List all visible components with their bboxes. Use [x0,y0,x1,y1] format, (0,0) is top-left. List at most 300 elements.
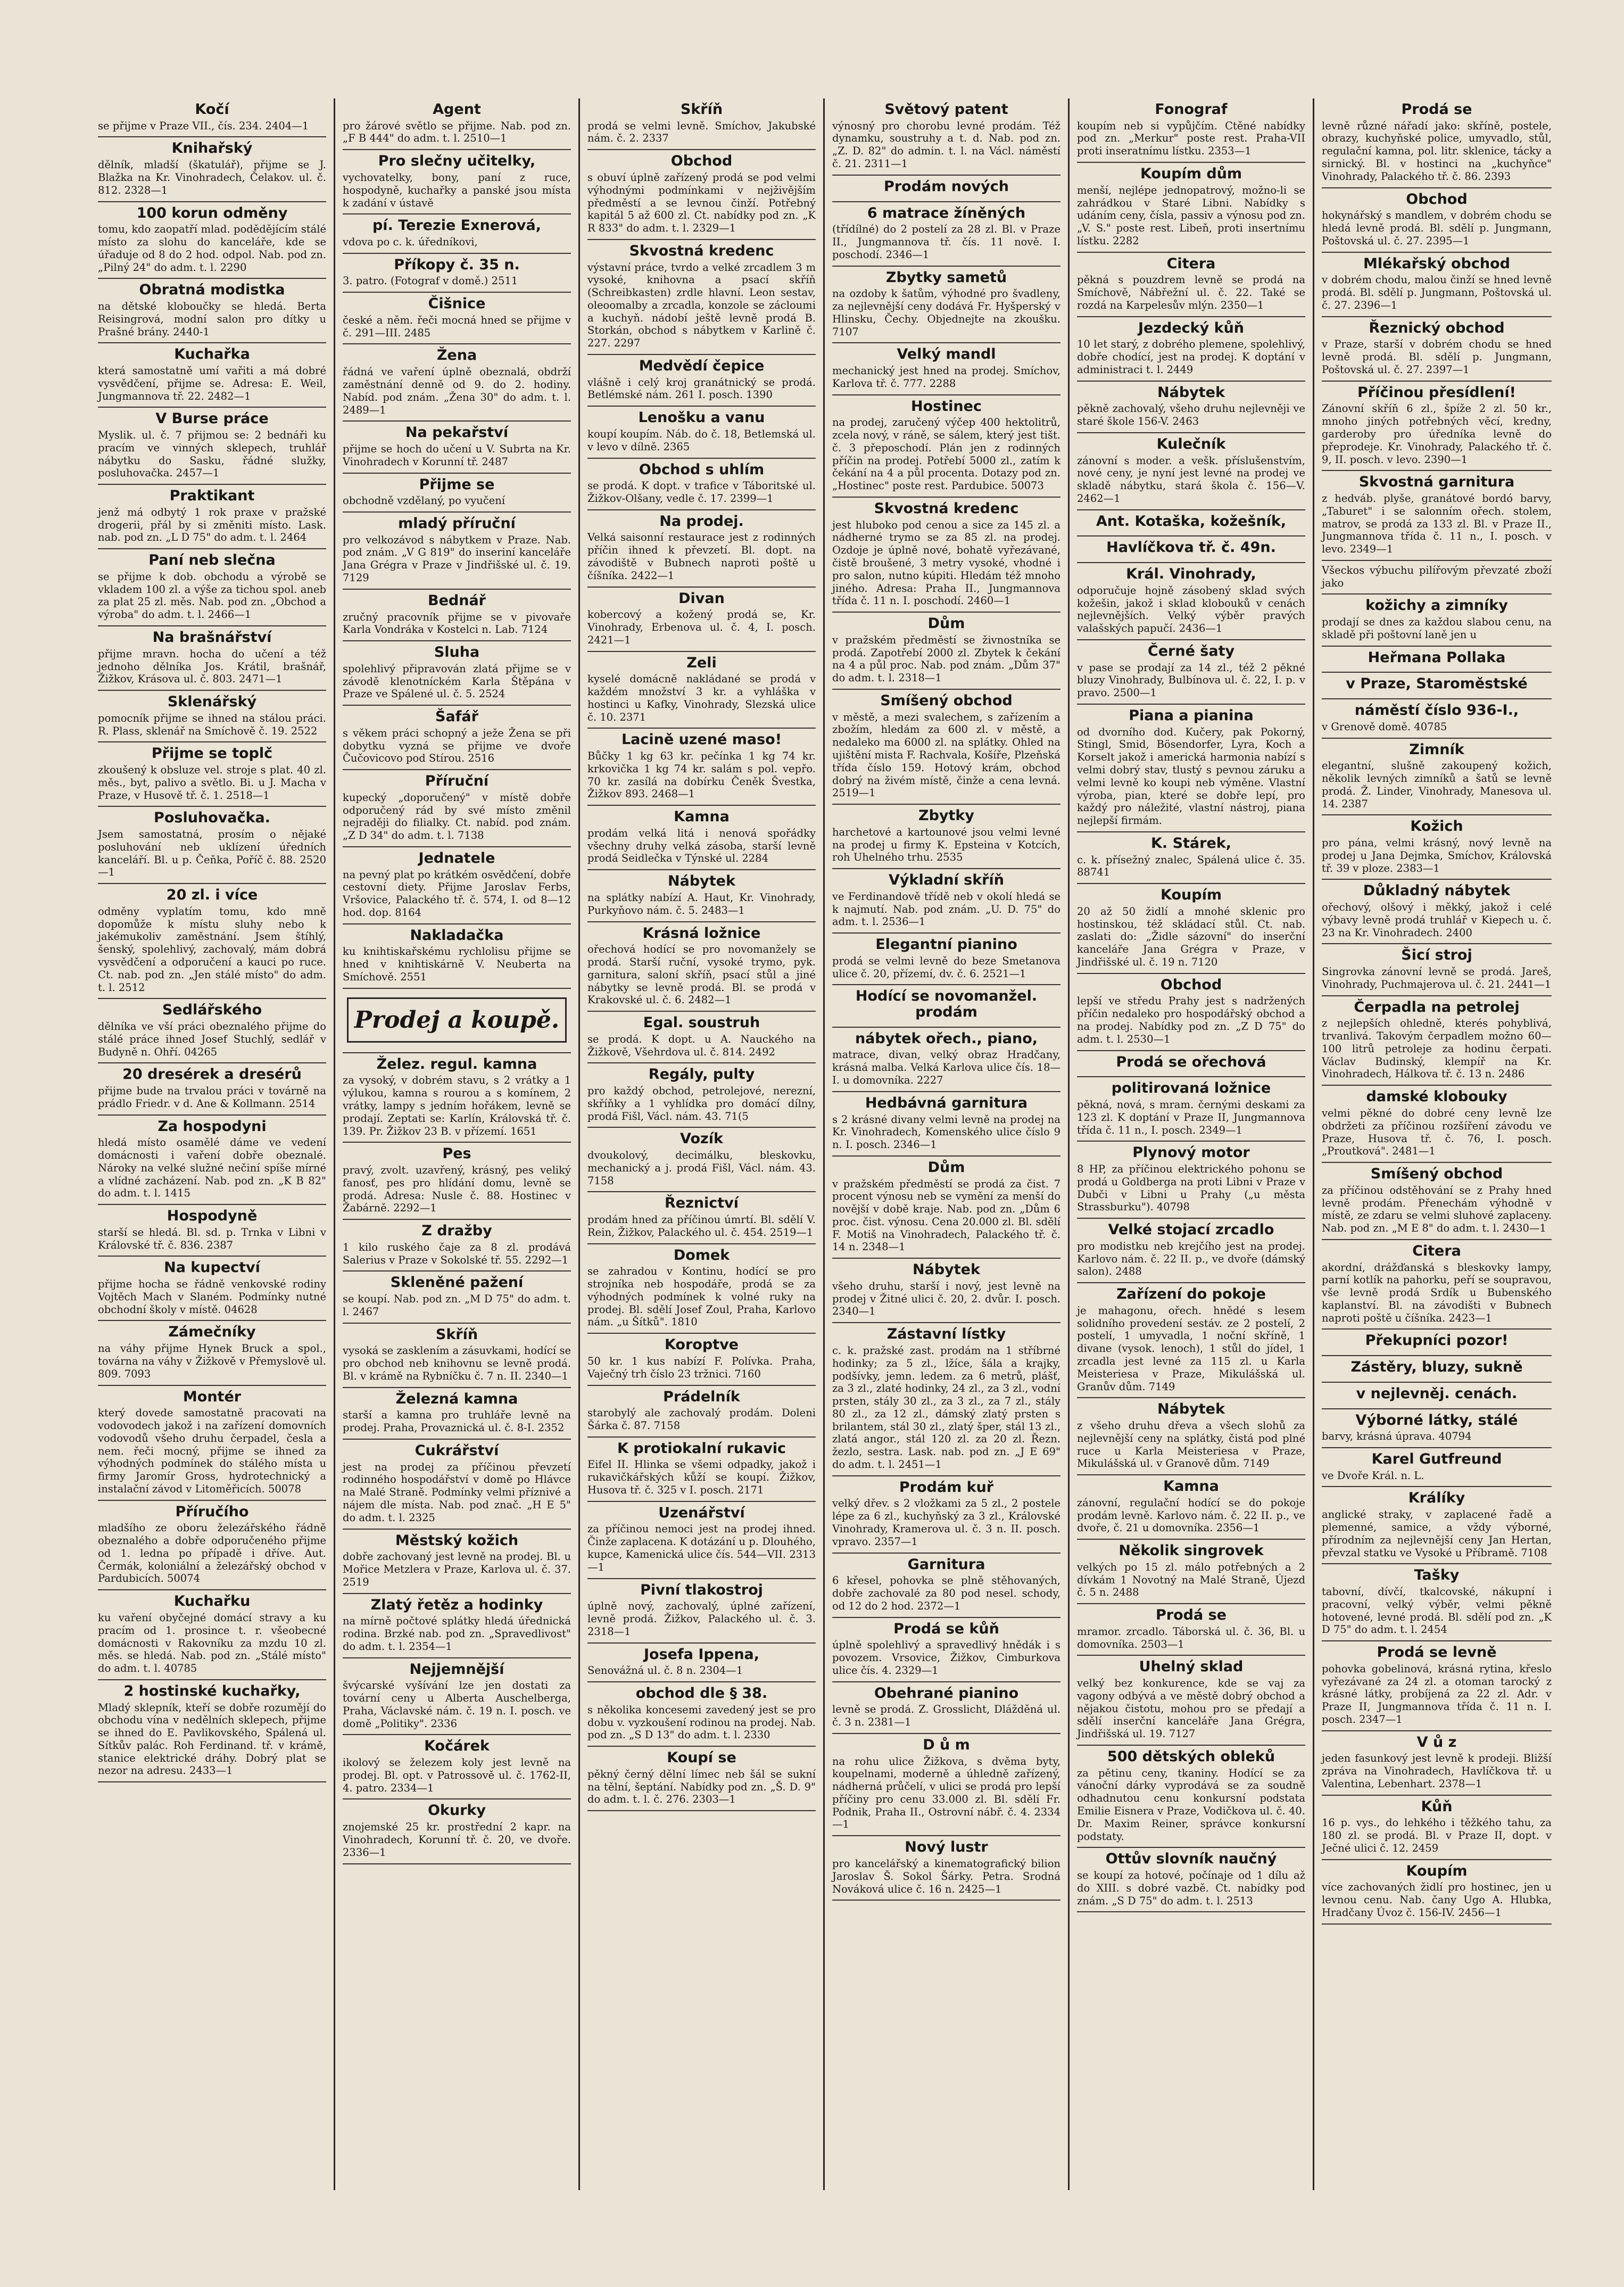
ad-body: akordní, drážďanská s bleskovky lampy, parní kotlík na pahorku, peří se soupravou, vše levně prodá Srdík u Bubenského kaplanství. Bl. na závodišti v Bubnech naproti poště u číšníka. 2423—1 [1322,1261,1552,1324]
ad-body: ořechový, olšový i měkký, jakož i celé výbavy levně prodá truhlář v Kiepech u. č. 23 na Kr. Vinohradech. 2400 [1322,901,1552,939]
section-heading: Prodej a koupě. [354,1006,560,1034]
classified-ad [343,293,571,344]
ad-body: zručný pracovník přijme se v pivovaře Karla Vondráka v Kostelci n. Lab. 7124 [343,610,571,636]
ad-body: velmi pěkné do dobré ceny levně lze obdržeti za příčinou rozšíření závodu ve Praze, Husova tř. č. 76, I. posch. „Proutková". 2481—1 [1322,1107,1552,1158]
classified-ad [1322,739,1552,816]
classified-ad [832,395,1060,498]
ad-title: Obchod [670,153,733,170]
ad-body: 16 p. vys., do lehkého i těžkého tahu, za 180 zl. se prodá. Bl. v Praze II, dopt. v Ječné ulici č. 12. 2459 [1322,1817,1552,1854]
ad-title: Karel Gutfreund [1371,1451,1502,1467]
ad-body: Bůčky 1 kg 63 kr. pečínka 1 kg 74 kr. krkovička 1 kg 74 kr. salám s pol. vepřo. 70 kr. zasílá na dobírku Čeněk Švestka, Žižkov 893. 2468—1 [587,750,816,800]
classified-ad [1322,880,1552,944]
classified-ad [98,1501,326,1591]
ad-body: menší, nejlépe jednopatrový, možno-li se zahrádkou v Staré Libni. Nabídky s udáním ceny, čísla, passiv a výnosu pod zn. „V. S." poste rest. Libeň, proti insertnímu lístku. 2282 [1077,184,1305,247]
ad-title: Nábytek [668,873,735,890]
ad-body: velkých po 15 zl. málo potřebných a 2 dívkám 1 Novotný na Malé Straně, Újezd č. 5 n. 2488 [1077,1561,1305,1599]
ad-body: jest hluboko pod cenou a sice za 145 zl. a nádherné trymo se za 85 zl. na prodej. Ozdoje je úplně nové, bohatě vyřezávané, čistě broušené, 3 metry vysoké, vhodné i pro salon, nutno kúpiti. Hledám též mnoho jiného. Adresa: Praha II., Jungmannova třída č. 11 n. I. poschodí. 2460—1 [832,518,1060,607]
ad-body: výnosný pro chorobu levné prodám. Též dynamku, soustruhy a t. d. Nab. pod zn. „Z. D. 82" do admin. t. l. na Václ. náměstí č. 21. 2311—1 [832,119,1060,170]
ad-body: z nejlepších ohledně, kterés pohyblivá, trvanlivá. Takovým čerpadlem možno 60—100 litrů petroleje za hodinu čerpati. Václav Budinský, klempíř na Kr. Vinohradech, Hálkova tř. č. 13 n. 2486 [1322,1017,1552,1080]
ad-title: Čišnice [428,295,486,312]
ad-title: Za hospodyni [158,1118,267,1135]
classified-ad [343,344,571,422]
classified-ad [343,1530,571,1594]
ad-body: české a něm. řeči mocná hned se přijme v č. 291—III. 2485 [343,313,571,339]
ad-title: Praktikant [169,488,255,505]
classified-ad [343,1272,571,1323]
classified-ad [1077,1283,1305,1398]
ad-body: 6 křesel, pohovka se plně stěhovaných, dobře zachovalé za 80 pod nesel. schody, od 12 do 2 hod. 2372—1 [832,1574,1060,1612]
ad-title: Výkladní skříň [889,872,1004,889]
ad-title: Žena [436,347,477,364]
classified-ad [343,1143,571,1220]
ad-title: v Praze, Staroměstské [1346,675,1528,692]
classified-ad [832,1323,1060,1476]
classified-ad [832,1028,1060,1092]
classified-ad [587,510,816,588]
classified-ad [98,1590,326,1680]
ad-title: K. Stárek, [1151,835,1231,852]
ad-body: Senovážná ul. č. 8 n. 2304—1 [587,1664,743,1677]
classified-ad [1322,647,1552,673]
ad-title: Obchod s uhlím [639,461,765,478]
classified-ad [832,985,1060,1027]
ad-body: pěkně zachovalý, všeho druhu nejlevněji ve staré škole 156-V. 2463 [1077,402,1305,428]
ad-title: Na prodej. [659,513,744,530]
ad-body: 10 let starý, z dobrého plemene, spolehlivý, dobře chodící, jest na prodej. K doptání v administraci t. l. 2449 [1077,338,1305,376]
classified-ad [343,1220,571,1272]
classified-ad [343,641,571,706]
classified-ad [1077,253,1305,317]
ad-title: Smíšený obchod [880,692,1013,709]
classified-ad [587,1128,816,1192]
ad-body: znojemské 25 kr. prostřední 2 kapr. na Vinohradech, Korunní tř. č. 20, ve dvoře. 2336—1 [343,1821,571,1859]
ad-title: Pes [442,1145,471,1162]
ad-title: Hostinec [911,398,982,415]
ad-body: Singrovka zánovní levně se prodá. Jareš, Vinohrady, Puchmajerova ul. č. 21. 2441—1 [1322,965,1552,990]
classified-ad [98,485,326,549]
ad-title: Okurky [427,1802,486,1819]
ad-title: Nábytek [1157,384,1225,401]
classified-ad [1077,1077,1305,1142]
classified-ad [1322,1383,1552,1409]
classified-ad [587,1502,816,1579]
ad-title: Obehrané pianino [874,1685,1019,1702]
ad-body: ku knihtiskařskému rychlolisu přijme se hned v knihtiskárně V. Neuberta na Smíchově. 2551 [343,945,571,983]
ad-title: Zařízení do pokoje [1116,1286,1266,1303]
ad-body: s obuví úplně zařízený prodá se pod velmi výhodnými podmínkami v nejživějším předměstí a se levnou činží. Potřebný kapitál 5 až 600 zl. Ct. nabídky pod zn. „K R 833" do adm. t. l. 2329—1 [587,171,816,235]
ad-title: Kočí [195,101,229,118]
classified-ad [832,1092,1060,1157]
ad-title: Bednář [428,592,486,609]
ad-title: Kulečník [1156,435,1226,452]
ad-body: pro žárové světlo se přijme. Nab. pod zn. „F B 444" do adm. t. l. 2510—1 [343,119,571,145]
ad-body: řádná ve vaření úplně obeznalá, obdrží zaměstnání denně od 9. do 2. hodiny. Nabíd. pod znám. „Žena 30" do adm. t. l. 2489—1 [343,366,571,416]
ad-body: jenž má odbytý 1 rok praxe v pražské drogerii, přál by si změniti místo. Lask. nab. pod zn. „L D 75" do adm. t. l. 2464 [98,506,326,544]
ad-title: 20 zl. i více [166,887,258,904]
classified-ad [98,807,326,884]
ad-title: Obratná modistka [139,282,285,299]
ad-title: Sedlářského [162,1002,262,1019]
ad-body: zkoušený k obsluze vel. stroje s plat. 40 zl. měs., byt, palivo a světlo. Bi. u J. Macha v Praze, v Husově tř. č. 1. 2518—1 [98,764,326,802]
classified-ad [1077,1656,1305,1746]
ad-title: Divan [678,590,725,607]
ad-body: se prodá. K dopt. u A. Nauckého na Žižkově, Všehrdova ul. č. 814. 2492 [587,1033,816,1058]
column-2 [335,98,580,2190]
classified-ad [98,1386,326,1501]
ad-title: Důkladný nábytek [1363,882,1511,899]
ad-title: Hedbávná garnitura [865,1094,1028,1111]
ad-title: Králíky [1408,1490,1465,1507]
classified-ad [98,137,326,202]
ad-body: pěkná, nová, s mram. černými deskami za 123 zl. K doptání v Praze II, Jungmannova třída č. 11 n., I. posch. 2349—1 [1077,1098,1305,1136]
ad-title: Skříň [680,101,723,118]
ad-body: v městě, a mezi svalechem, s zařízením a zbožím, hledám za 600 zl. v městě, a nedaleko ma 6000 zl. na splátky. Ohled na ujištění mista F. Rachvala, Košíře, Plzeňská třída číslo 159. Hotový krám, obchod dobrý na živém místě, činže a cena levná. 2519—1 [832,711,1060,799]
ad-body: se prodá. K dopt. v trafice v Táboritské ul. Žižkov-Olšany, vedle č. 17. 2399—1 [587,480,816,505]
ad-body: na rohu ulice Žižkova, s dvěma byty, koupelnami, moderně a úhledně zařízený, nádherná průčelí, v ulici se prodá pro lepší příčiny pro cenu 33.000 zl. Bl. sdělí Fr. Podnik, Praha II., Ostrovní nábř. č. 4. 2334—1 [832,1755,1060,1831]
ad-body: mramor. zrcadlo. Táborská ul. č. 36, Bl. u domovníka. 2503—1 [1077,1625,1305,1650]
ad-body: výstavní práce, tvrdo a velké zrcadlem 3 m vysoké, knihovna a psací skříň (Schreibkasten) zrdle hlavní. Leon sestav, oleoomalby a zrcadla, konzole se zácloumi a kuchyň. nádobí ještě levně prodá B. Storkán, obchod s nábytkem v Karlině č. 227. 2297 [587,261,816,350]
ad-body: všeho druhu, starší i nový, jest levně na prodej v Žitné ulici č. 20, 2. dvůr. I. posch. 2340—1 [832,1279,1060,1318]
classified-ad [1322,253,1552,317]
classified-ad [587,1644,816,1682]
ad-title: damské klobouky [1366,1088,1507,1105]
classified-ad [832,202,1060,267]
classified-ad [98,1321,326,1385]
classified-ad [98,1063,326,1115]
ad-title: Jezdecký kůň [1138,319,1245,336]
ad-title: Koupím [1406,1862,1468,1879]
ad-body: odměny vyplatím tomu, kdo mně dopomůže k místu sluhy nebo k jakémukoliv zaměstnání. Jsem štíhlý, šenský, spolehlivý, zachovalý, mám dobrá vysvědčení a odporučení a kauci po ruce. Ct. nab. pod zn. „Jen stálé místo" do adm. t. l. 2512 [98,905,326,994]
ad-body: přijme se hoch do učení u V. Subrta na Kr. Vinohradech v Korunní tř. 2487 [343,442,571,468]
ad-body: na prodej, zaručený výčep 400 hektolitrů, zcela nový, v ráně, se sálem, který jest tišt. č. 3 přeposchodí. Plán jen z rodinných příčin na prodej. Potřebí 5000 zl., zatím k čekání na 4 a půl procenta. Dotazy pod zn. „Hostinec" poste rest. Pardubice. 50073 [832,416,1060,492]
classified-ad [343,770,571,847]
ad-body: pěkný černý dělní límec neb šál se sukní na tělní, šeptání. Nabídky pod zn. „Š. D. 9" do adm. t. l. č. 276. 2303—1 [587,1768,816,1806]
ad-title: Překupníci pozor! [1365,1332,1509,1349]
ad-body: Eifel II. Hlinka se všemi odpadky, jakož i rukavičkářských kůží se koupí. Žižkov, Husova tř. č. 325 v I. posch. 2171 [587,1458,816,1496]
ad-title: Na brašnářství [152,629,272,646]
ad-title: Čerpadla na petrolej [1354,998,1520,1015]
classified-ad [1322,1860,1552,1925]
ad-body: pomocník přijme se ihned na stálou práci. R. Plass, sklenář na Smíchově č. 19. 2522 [98,712,326,737]
ad-title: Fonograf [1155,101,1228,118]
ad-body: zánovní, regulační hodící se do pokoje prodám levně. Karlovo nám. č. 22 II. p., ve dvoře, č. 21 u domovníka. 2356—1 [1077,1496,1305,1534]
ad-body: dvoukolový, decimálku, bleskovku, mechanický a j. prodá Fišl, Václ. nám. 43. 7158 [587,1149,816,1187]
ad-title: Ottův slovník naučný [1105,1851,1277,1868]
classified-ad [1077,433,1305,510]
classified-ad [587,1682,816,1747]
ad-body: ve Dvoře Král. n. L. [1322,1469,1424,1482]
ad-body: pohovka gobelinová, krásná rytina, křeslo vyřezávané za 24 zl. a otoman tarocký z krásné látky, probíjená za 22 zl. Adr. v Praze II, Jungmannova třída č. 11 n. I. posch. 2347—1 [1322,1662,1552,1725]
ad-title: Elegantní pianino [875,936,1017,953]
ad-title: Uhelný sklad [1139,1658,1244,1675]
ad-body: švýcarské vyšívání lze jen dostati za tovární ceny u Alberta Auschelberga, Praha, Václavské nám. č. 19 n. I. posch. ve domě „Politiky". 2336 [343,1679,571,1730]
classified-ad [343,924,571,989]
ad-body: jeden fasunkový jest levně k prodeji. Bližší zpráva na Vinohradech, Havlíčkova tř. u Valentina, Lebenhart. 2378—1 [1322,1752,1552,1790]
classified-ad [98,1116,326,1206]
ad-title: Medvědí čepice [639,358,765,374]
ad-body: přijme mravn. hocha do učení a též jednoho dělníka Jos. Krátil, brašnář, Žižkov, Krásova ul. č. 803. 2471—1 [98,647,326,686]
ad-body: dobře zachovaný jest levně na prodej. Bl. u Mořice Metzlera v Praze, Karlova ul. č. 37. 2519 [343,1550,571,1588]
ad-title: Lacině uzené maso! [621,731,782,748]
ad-title: Vozík [680,1130,723,1147]
ad-title: kožichy a zimníky [1365,597,1508,614]
ad-body: s několika koncesemi zavedený jest se pro dobu v. vyzkoušení rodinou na prodej. Nab. pod zn. „S D 13" do adm. t. l. 2330 [587,1703,816,1741]
ad-body: ku vaření obyčejné domácí stravy a ku pracím od 1. prosince t. r. všeobecné domácnosti v Rakovníku za mzdu 10 zl. měs. se hledá. Nab. pod zn. „Stálé místo" do adm. t. l. 40785 [98,1611,326,1675]
ad-title: Prodá se [1401,101,1472,118]
ad-title: Prodá se kůň [893,1620,999,1637]
ad-body: který dovede samostatně pracovati na vodovodech jakož i na zařízení domovních vodovodů všeho druhu čerpadel, česla a nem. řeči mocný, přijme se ihned za výhodných podmínek do stálého místa u firmy Jaromír Gross, hydrotechnický a instalační závod v Litoměřicích. 50078 [98,1407,326,1495]
classified-ad [832,613,1060,690]
classified-ad [343,1658,571,1736]
ad-body: se zahradou v Kontinu, hodící se pro strojníka neb hospodáře, prodá se za výhodných podmínek k volné ruky na prodej. Bl. sdělí Josef Zoul, Praha, Karlovo nám. „u Šítků". 1810 [587,1265,816,1328]
classified-ad [1077,536,1305,563]
classified-ad [1322,382,1552,472]
ad-title: D ů m [923,1736,970,1753]
ad-body: matrace, divan, velký obraz Hradčany, krásná malba. Velká Karlova ulice čís. 18—I. u domovníka. 2227 [832,1048,1060,1087]
ad-body: vlášně i celý kroj granátnický se prodá. Betlémské nám. 261 I. posch. 1390 [587,376,816,401]
ad-title: Skleněné pažení [390,1274,524,1291]
classified-ad [587,1012,816,1063]
ad-title: V Burse práce [155,410,269,427]
ad-title: Jednatele [418,849,495,866]
ad-title: Posluhovačka. [154,810,270,827]
ad-title: 6 matrace žíněných [867,204,1026,221]
ad-body: je mahagonu, ořech. hnědé s lesem solidního provedení sestáv. ze 2 postelí, 2 postelí, 1 umyvadla, 1 noční skříně, 1 divane (vysok. lenoch), 1 stůl do jídel, 1 zrcadla jest levné za 115 zl. u Karla Meisteriesa v Praze, Mikulášská ul. Granův dům. 7149 [1077,1304,1305,1393]
ad-body: na mírně počtové splátky hledá úřednická rodina. Brzké nab. pod zn. „Spravedlivost" do adm. t. l. 2354—1 [343,1615,571,1653]
classified-ad [832,98,1060,176]
ad-title: Piana a pianina [1129,707,1254,724]
classified-ad [1322,1409,1552,1448]
classified-ad [1322,317,1552,382]
classified-ad [1077,640,1305,705]
classified-ad [587,407,816,458]
classified-ad [1077,1540,1305,1604]
ad-body: pro modistku neb krejčího jest na prodej. Karlovo nám. č. 22 II. p., ve dvoře (dámský salon). 2488 [1077,1240,1305,1278]
ad-title: Citera [1166,255,1216,272]
ad-body: starší a kamna pro truhláře levně na prodej. Praha, Provaznická ul. č. 8-I. 2352 [343,1409,571,1434]
classified-ad [587,806,816,870]
classified-ad [587,1244,816,1334]
ad-title: Příkopy č. 35 n. [394,256,520,273]
ad-body: kobercový a kožený prodá se, Kr. Vinohrady, Erbenova ul. č. 4, I. posch. 2421—1 [587,608,816,646]
ad-body: c. k. přísežný znalec, Spálená ulice č. 35. 88741 [1077,853,1305,879]
ad-body: na ozdoby k šatům, výhodné pro švadleny, za nejlevnější ceny dodává Fr. Hyšperský v Hlinsku, Čechy. Objednejte na zkoušku. 7107 [832,287,1060,338]
classified-ad [587,1747,816,1811]
classified-ad [1322,1356,1552,1383]
ad-body: ořechová hodící se pro novomanžely se prodá. Starší ruční, vysoké trymo, pyk. garnitura, saloní skříň, psací stůl a jiné nábytky se levně prodá. Bl. se prodá v Krakovské ul. č. 6. 2482—1 [587,943,816,1006]
ad-body: Mladý sklepník, kteří se dobře rozumějí do obchodu vína v nedělních sklepech, přijme se ihned do E. Pavlikovského, Spálená ul. Sítkův palác. Roh Ferdinand. tř. v krámě, stanice elektrické dráhy. Dobrý plat se nezor na adresu. 2433—1 [98,1701,326,1777]
classified-ad [1322,1330,1552,1356]
classified-ad [832,1476,1060,1554]
classified-ad [1077,163,1305,253]
classified-ad [343,513,571,590]
classified-ad [832,1554,1060,1618]
classified-ad [1322,561,1552,595]
ad-title: Havlíčkova tř. č. 49n. [1106,539,1276,556]
classified-ad [1322,1448,1552,1487]
classified-ad [343,214,571,253]
classified-ad [1322,1731,1552,1796]
classified-ad [832,805,1060,869]
classified-ad [832,1836,1060,1901]
classified-ad [343,150,571,214]
ad-body: 8 HP, za příčinou elektrického pohonu se prodá u Goldberga na proti Libni v Praze v Dubči v Libni u Prahy („u města Strassburku"). 40798 [1077,1162,1305,1213]
ad-title: Městský kožich [395,1532,519,1549]
ad-title: Prodám nových [884,178,1009,195]
ad-title: Uzenářství [658,1504,745,1521]
classified-ad [832,1157,1060,1259]
classified-ad [587,588,816,652]
classified-ad [832,1618,1060,1682]
ad-title: Tašky [1414,1567,1460,1584]
ad-title: Prodám kuř [899,1479,994,1496]
classified-ad [1322,1564,1552,1641]
classified-ad [1077,382,1305,433]
classified-ad [1322,1487,1552,1564]
ad-title: Přijme se toplč [151,745,273,762]
ad-title: Josefa Ippena, [643,1646,760,1663]
classified-ad [343,590,571,641]
ad-title: 20 dresérek a dresérů [122,1066,302,1083]
ad-title: Plynový motor [1132,1144,1250,1161]
ad-body: koupí koupím. Náb. do č. 18, Betlemská ul. v levo v dílně. 2365 [587,427,816,453]
classified-ad [343,1440,571,1530]
ad-body: velký dřev. s 2 vložkami za 5 zl., 2 postele lépe za 6 zl., kuchyňský za 3 zl., Královské Vinohrady, Kramerova ul. č. 3 n. II. posch. vpravo. 2357—1 [832,1497,1060,1548]
ad-body: ikolový se železem koly jest levně na prodej. Bl. opt. v Patrossově ul. č. 1762-II, 4. patro. 2334—1 [343,1756,571,1794]
classified-ad [832,343,1060,395]
ad-body: s 2 krásné divany velmi levně na prodej na Kr. Vinohradech, Komenského ulice číslo 9 n. I. posch. 2346—1 [832,1113,1060,1151]
classified-ad [98,1257,326,1321]
classified-ad [832,1682,1060,1734]
classified-ad [587,652,816,729]
ad-body: harchetové a kartounové jsou velmi levné na prodej u firmy K. Epsteina v Kotcích, roh Uhelného trhu. 2535 [832,825,1060,864]
ad-title: Železná kamna [395,1390,518,1407]
ad-body: velký bez konkurence, kde se vaj za vagony odbývá a ve městě dobrý obchod a nějakou čistotu, mohou pro se předají a sdělí inserční kanceláře Jana Grégra, Jindřišská ul. 19. 7127 [1077,1677,1305,1740]
ad-body: s věkem práci schopný a ježe Žena se při dobytku vyzná se přijme ve dvoře Čučovicovo pod Stírou. 2516 [343,726,571,765]
ad-title: Nábytek [1157,1401,1225,1418]
ad-title: Kamna [1163,1478,1219,1495]
ad-title: Skvostná kredenc [874,500,1019,517]
ad-title: V ů z [1416,1733,1457,1751]
ad-title: Ant. Kotaška, kožešník, [1096,513,1287,530]
ad-body: úplně spolehlivý a spravedlivý hnědák i s povozem. Vrsovice, Žižkov, Cimburkova ulice čís. 4. 2329—1 [832,1639,1060,1677]
classified-ad [98,549,326,626]
column-4 [825,98,1070,2190]
ad-title: Dům [927,615,965,632]
classified-ad [343,706,571,770]
ad-body: pro každý obchod, petrolejové, nerezní, skříňky a 1 vyhlídka pro domácí dílny, prodá Fišl, Václ. nám. 43. 71(5 [587,1085,816,1122]
ad-body: se přijme v Praze VII., čís. 234. 2404—1 [98,119,309,132]
ad-body: z všeho druhu dřeva a všech slohů za nejlevnější ceny na splátky, čistá pod plné ruce u Karla Meisteriesa v Praze, Mikulášská ul. v Granově dům. 7149 [1077,1419,1305,1470]
classified-ad [587,459,816,510]
ad-title: K protiokalní rukavic [617,1440,786,1457]
classified-ad [343,254,571,293]
ad-title: Šicí stroj [1401,947,1472,964]
classified-ad [832,869,1060,934]
ad-body: pro pána, velmi krásný, nový levně na prodej u Jana Dejmka, Smíchov, Královská tř. 39 v ploze. 2383—1 [1322,837,1552,874]
ad-title: obchod dle § 38. [635,1685,768,1702]
classified-ad [587,1386,816,1438]
ad-body: 3. patro. (Fotograf v domě.) 2511 [343,275,518,287]
classified-ad [587,1579,816,1644]
ad-title: Výborné látky, stálé [1355,1411,1518,1429]
ad-body: v Grenově domě. 40785 [1322,720,1447,733]
ad-body: vysoká se zasklením a zásuvkami, hodící se pro obchod neb knihovnu se levně prodá. Bl. v krámě na Rybníčku č. 7 n. II. 2340—1 [343,1344,571,1382]
ad-body: mladšího ze oboru železářského řádně obeznalého a dobře odporučeného přijme od 1. ledna po případě i dříve. Aut. Čermák, koloniální a železářský obchod v Pardubicích. 50074 [98,1522,326,1585]
classified-ad [587,355,816,407]
ad-body: pro kancelářský a kinematografický bilion Jaroslav Š. Sokol Šárky. Petra. Srodná Nováková ulice č. 16 n. 2425—1 [832,1857,1060,1895]
ad-title: Řeznictví [664,1195,739,1212]
classified-ad [587,150,816,240]
ad-title: Velký mandl [897,346,996,363]
classified-ad [98,999,326,1063]
ad-title: Želez. regul. kamna [376,1055,537,1072]
classified-ad [1077,1848,1305,1912]
ad-title: Kočárek [424,1738,490,1755]
ad-body: c. k. pražské zast. prodám na 1 stříbrné hodinky; za 5 zl., lžíce, šála a krajky, podšívky, jemn. ledem. za 6 metrů, plášť, za 3 zl., zlaté hodinky, 24 zl., za 3 zl., vodní prsten, stály 30 zl., za 3 zl., za 7 zl., stály 80 zl., za 12 zl., dámský zlatý prsten s brilantem, stál 30 zl., zlatý šper, stál 13 zl., zlatá angor., stál 120 zl. za 20 zl. Řezn. žezlo, sestra. Lask. nab. pod zn. „J E 69" do adm. t. l. 2451—1 [832,1344,1060,1471]
ad-body: prodám velká litá i nenová spořádky všechny druhy velká zásoba, starší levně prodá Seidlečka v Týnské ul. 2284 [587,827,816,865]
ad-body: se koupí za hotové, počínaje od 1 dílu až do XIII. s dobré vazbě. Ct. nabídky pod znám. „S D 75" do adm. t. l. 2513 [1077,1869,1305,1907]
ad-body: za příčinou odstěhování se z Prahy hned levně prodám. Přenechám výhodně v místě, ze zdaru se velmi sluhové zaplaceny. Nab. pod zn. „M E 8" do adm. t. l. 2430—1 [1322,1184,1552,1235]
ad-title: Heřmana Pollaka [1368,649,1506,666]
classified-ad [1322,944,1552,996]
classified-ad [98,279,326,343]
ad-body: prodají se dnes za každou slabou cenu, na skladě při poštovní laně jen u [1322,616,1552,641]
classified-ads-page [90,98,1559,2190]
ad-title: Kožich [1410,818,1463,835]
classified-ad [587,870,816,922]
classified-ad [98,1680,326,1782]
classified-ad [587,1192,816,1244]
ad-body: která samostatně umí vařiti a má dobré vysvědčení, přijme se. Adresa: E. Weil, Jungmannova tř. 22. 2482—1 [98,365,326,402]
ad-title: Zimník [1409,741,1464,758]
ad-title: Cukrářství [415,1442,499,1459]
ad-title: Dům [927,1159,965,1176]
ad-body: se koupí. Nab. pod zn. „M D 75" do adm. t. l. 2467 [343,1293,571,1318]
ad-body: prodá se velmi levně do beze Smetanova ulice č. 20, přízemí, dv. č. 6. 2521—1 [832,954,1060,980]
classified-ad [1077,832,1305,884]
ad-title: Přijme se [419,476,495,493]
ad-body: 50 kr. 1 kus nabízí F. Polívka. Praha, Vaječný trh číslo 23 tržnici. 7160 [587,1355,816,1380]
ad-body: v pase se prodají za 14 zl., též 2 pěkné bluzy Vinohrady, Bulbínova ul. č. 22, I. p. v pravo. 2500—1 [1077,661,1305,699]
classified-ad [98,884,326,999]
ad-title: 100 korun odměny [136,204,288,221]
ad-title: Kůň [1421,1798,1453,1815]
ad-title: Příruční [425,773,489,790]
ad-title: Zástavní lístky [886,1326,1006,1343]
classified-ad [1322,1086,1552,1163]
ad-body: starobylý ale zachovalý prodám. Doleni Šárka č. 87. 7158 [587,1407,816,1432]
ad-title: Příručího [175,1503,249,1520]
column-6 [1314,98,1559,2190]
ad-title: Smíšený obchod [1370,1166,1503,1183]
ad-body: úplně nový, zachovalý, úplné zařízení, levně prodá. Žižkov, Palackého ul. č. 3. 2318—1 [587,1600,816,1638]
ad-title: Krásná ložnice [642,924,761,942]
ad-title: Lenošku a vanu [638,409,765,426]
classified-ad [587,1438,816,1502]
ad-body: prodá se velmi levně. Smíchov, Jakubské nám. č. 2. 2337 [587,119,816,145]
ad-body: kyselé domácně nakládané se prodá v každém množství 3 kr. a vyhláška v hostinci u Kafky, Vinohrady, Slezská ulice č. 10. 2371 [587,673,816,723]
ad-title: Koupím dům [1140,166,1242,183]
ad-title: Knihařský [171,140,253,157]
classified-ad [1077,563,1305,640]
ad-body: z hedváb. plyše, granátové bordó barvy, „Taburet" i se salonním ořech. stolem, matrov, se prodá za 133 zl. Bl. v Praze II., Jungmannova třída č. 11 n., I. posch. v levo. 2349—1 [1322,492,1552,556]
ad-body: 20 až 50 židlí a mnohé sklenic pro hostinskou, též skládací stůl. Ct. nab. zaslati do: „Židle sázovní" do inserční kanceláře Jana Grégra v Praze, v Jindřišské ul. č. 19 n. 7120 [1077,905,1305,968]
ad-title: Kamna [674,808,730,825]
classified-ad [343,1594,571,1658]
ad-title: Velké stojací zrcadlo [1108,1221,1274,1239]
classified-ad [1077,884,1305,974]
